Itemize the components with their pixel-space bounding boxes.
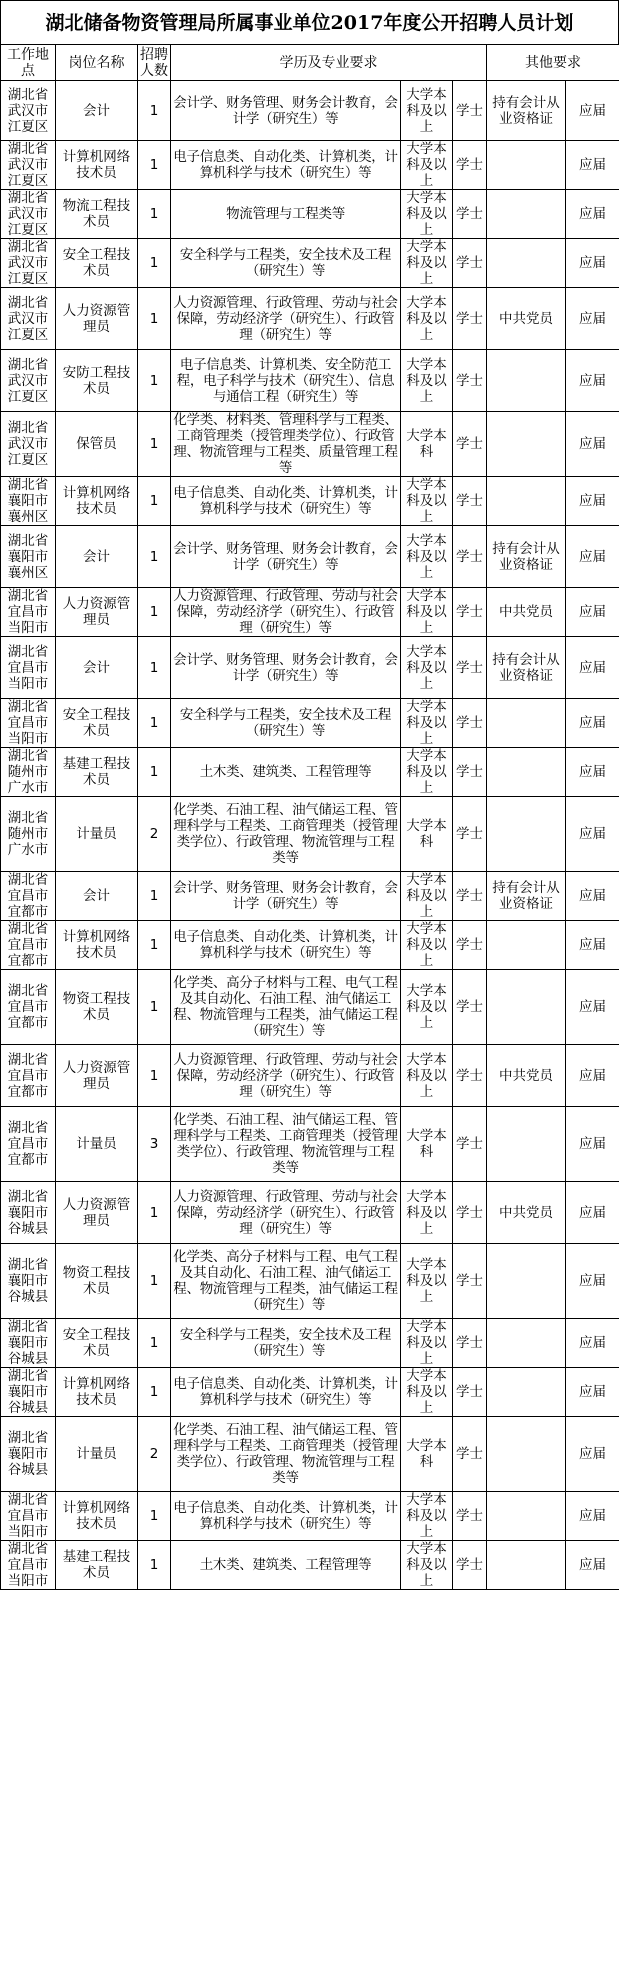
other-requirement-cell [487, 1492, 566, 1541]
major-cell: 化学类、石油工程、油气储运工程、管理科学与工程类、工商管理类（授管理类学位）、行政管理、物流管理与工程类等 [171, 1107, 401, 1182]
major-cell: 电子信息类、计算机类、安全防范工程，电子科学与技术（研究生）、信息与通信工程（研究生）等 [171, 350, 401, 412]
major-cell: 土木类、建筑类、工程管理等 [171, 1541, 401, 1590]
location-cell: 湖北省宜昌市宜都市 [1, 970, 56, 1045]
table-row [1, 1182, 619, 1244]
education-cell: 大学本科及以上 [401, 699, 453, 748]
table-row [1, 588, 619, 637]
header-position: 岗位名称 [56, 45, 138, 81]
degree-cell: 学士 [453, 637, 487, 699]
graduate-status-cell: 应届 [566, 748, 619, 797]
table-row [1, 1319, 619, 1368]
table-row [1, 1045, 619, 1107]
table-row [1, 797, 619, 872]
education-cell: 大学本科及以上 [401, 637, 453, 699]
table-row [1, 1244, 619, 1319]
major-cell: 化学类、高分子材料与工程、电气工程及其自动化、石油工程、油气储运工程、物流管理与工程类，油气储运工程（研究生）等 [171, 1244, 401, 1319]
education-cell: 大学本科及以上 [401, 1182, 453, 1244]
count-cell: 1 [138, 748, 171, 797]
graduate-status-cell: 应届 [566, 477, 619, 526]
education-cell: 大学本科及以上 [401, 748, 453, 797]
header-location: 工作地点 [1, 45, 56, 81]
graduate-status-cell: 应届 [566, 637, 619, 699]
graduate-status-cell: 应届 [566, 588, 619, 637]
position-cell: 人力资源管理员 [56, 1182, 138, 1244]
major-cell: 人力资源管理、行政管理、劳动与社会保障，劳动经济学（研究生）、行政管理（研究生）等 [171, 588, 401, 637]
other-requirement-cell [487, 1417, 566, 1492]
position-cell: 基建工程技术员 [56, 1541, 138, 1590]
count-cell: 1 [138, 141, 171, 190]
page-title: 湖北储备物资管理局所属事业单位2017年度公开招聘人员计划 [0, 0, 619, 44]
education-cell: 大学本科 [401, 412, 453, 477]
major-cell: 电子信息类、自动化类、计算机类，计算机科学与技术（研究生）等 [171, 921, 401, 970]
location-cell: 湖北省襄阳市谷城县 [1, 1417, 56, 1492]
table-row [1, 477, 619, 526]
education-cell: 大学本科及以上 [401, 588, 453, 637]
table-row [1, 141, 619, 190]
count-cell: 1 [138, 288, 171, 350]
location-cell: 湖北省宜昌市当阳市 [1, 699, 56, 748]
count-cell: 2 [138, 797, 171, 872]
major-cell: 会计学、财务管理、财务会计教育，会计学（研究生）等 [171, 526, 401, 588]
position-cell: 计量员 [56, 797, 138, 872]
major-cell: 人力资源管理、行政管理、劳动与社会保障，劳动经济学（研究生）、行政管理（研究生）等 [171, 1182, 401, 1244]
location-cell: 湖北省襄阳市谷城县 [1, 1368, 56, 1417]
education-cell: 大学本科 [401, 1417, 453, 1492]
location-cell: 湖北省武汉市江夏区 [1, 412, 56, 477]
count-cell: 1 [138, 637, 171, 699]
graduate-status-cell: 应届 [566, 412, 619, 477]
header-count: 招聘人数 [138, 45, 171, 81]
graduate-status-cell: 应届 [566, 797, 619, 872]
degree-cell: 学士 [453, 872, 487, 921]
table-row [1, 81, 619, 141]
degree-cell: 学士 [453, 699, 487, 748]
count-cell: 1 [138, 970, 171, 1045]
count-cell: 1 [138, 921, 171, 970]
education-cell: 大学本科及以上 [401, 350, 453, 412]
location-cell: 湖北省襄阳市谷城县 [1, 1319, 56, 1368]
position-cell: 物资工程技术员 [56, 1244, 138, 1319]
count-cell: 1 [138, 239, 171, 288]
major-cell: 土木类、建筑类、工程管理等 [171, 748, 401, 797]
position-cell: 人力资源管理员 [56, 288, 138, 350]
graduate-status-cell: 应届 [566, 81, 619, 141]
count-cell: 1 [138, 699, 171, 748]
other-requirement-cell: 中共党员 [487, 588, 566, 637]
degree-cell: 学士 [453, 350, 487, 412]
major-cell: 化学类、石油工程、油气储运工程、管理科学与工程类、工商管理类（授管理类学位）、行政管理、物流管理与工程类等 [171, 1417, 401, 1492]
count-cell: 1 [138, 588, 171, 637]
other-requirement-cell: 中共党员 [487, 1045, 566, 1107]
other-requirement-cell: 持有会计从业资格证 [487, 637, 566, 699]
header-other: 其他要求 [487, 45, 619, 81]
location-cell: 湖北省襄阳市襄州区 [1, 526, 56, 588]
location-cell: 湖北省武汉市江夏区 [1, 190, 56, 239]
degree-cell: 学士 [453, 1107, 487, 1182]
graduate-status-cell: 应届 [566, 239, 619, 288]
location-cell: 湖北省襄阳市谷城县 [1, 1244, 56, 1319]
degree-cell: 学士 [453, 526, 487, 588]
count-cell: 2 [138, 1417, 171, 1492]
location-cell: 湖北省武汉市江夏区 [1, 350, 56, 412]
position-cell: 计算机网络技术员 [56, 1368, 138, 1417]
graduate-status-cell: 应届 [566, 921, 619, 970]
education-cell: 大学本科 [401, 1107, 453, 1182]
major-cell: 电子信息类、自动化类、计算机类，计算机科学与技术（研究生）等 [171, 477, 401, 526]
position-cell: 计量员 [56, 1107, 138, 1182]
position-cell: 会计 [56, 872, 138, 921]
graduate-status-cell: 应届 [566, 1319, 619, 1368]
education-cell: 大学本科及以上 [401, 239, 453, 288]
position-cell: 计量员 [56, 1417, 138, 1492]
header-row [1, 45, 619, 81]
degree-cell: 学士 [453, 1319, 487, 1368]
major-cell: 化学类、高分子材料与工程、电气工程及其自动化、石油工程、油气储运工程、物流管理与工程类，油气储运工程（研究生）等 [171, 970, 401, 1045]
education-cell: 大学本科及以上 [401, 921, 453, 970]
other-requirement-cell: 持有会计从业资格证 [487, 872, 566, 921]
education-cell: 大学本科及以上 [401, 1045, 453, 1107]
graduate-status-cell: 应届 [566, 970, 619, 1045]
count-cell: 1 [138, 1492, 171, 1541]
degree-cell: 学士 [453, 797, 487, 872]
table-row [1, 350, 619, 412]
other-requirement-cell [487, 190, 566, 239]
graduate-status-cell: 应届 [566, 1541, 619, 1590]
other-requirement-cell: 中共党员 [487, 1182, 566, 1244]
major-cell: 会计学、财务管理、财务会计教育，会计学（研究生）等 [171, 637, 401, 699]
count-cell: 3 [138, 1107, 171, 1182]
degree-cell: 学士 [453, 412, 487, 477]
count-cell: 1 [138, 81, 171, 141]
graduate-status-cell: 应届 [566, 1417, 619, 1492]
position-cell: 计算机网络技术员 [56, 477, 138, 526]
other-requirement-cell [487, 1244, 566, 1319]
other-requirement-cell: 持有会计从业资格证 [487, 81, 566, 141]
graduate-status-cell: 应届 [566, 350, 619, 412]
degree-cell: 学士 [453, 921, 487, 970]
count-cell: 1 [138, 1368, 171, 1417]
other-requirement-cell [487, 141, 566, 190]
other-requirement-cell [487, 1107, 566, 1182]
other-requirement-cell [487, 239, 566, 288]
count-cell: 1 [138, 1045, 171, 1107]
location-cell: 湖北省武汉市江夏区 [1, 288, 56, 350]
location-cell: 湖北省武汉市江夏区 [1, 141, 56, 190]
position-cell: 计算机网络技术员 [56, 141, 138, 190]
major-cell: 人力资源管理、行政管理、劳动与社会保障，劳动经济学（研究生）、行政管理（研究生）等 [171, 288, 401, 350]
graduate-status-cell: 应届 [566, 1107, 619, 1182]
header-education-major: 学历及专业要求 [171, 45, 487, 81]
table-row [1, 970, 619, 1045]
count-cell: 1 [138, 190, 171, 239]
graduate-status-cell: 应届 [566, 1182, 619, 1244]
other-requirement-cell [487, 797, 566, 872]
position-cell: 安全工程技术员 [56, 239, 138, 288]
graduate-status-cell: 应届 [566, 699, 619, 748]
location-cell: 湖北省襄阳市襄州区 [1, 477, 56, 526]
education-cell: 大学本科 [401, 797, 453, 872]
graduate-status-cell: 应届 [566, 190, 619, 239]
other-requirement-cell [487, 350, 566, 412]
count-cell: 1 [138, 412, 171, 477]
education-cell: 大学本科及以上 [401, 1492, 453, 1541]
other-requirement-cell [487, 748, 566, 797]
graduate-status-cell: 应届 [566, 1368, 619, 1417]
other-requirement-cell [487, 699, 566, 748]
degree-cell: 学士 [453, 81, 487, 141]
degree-cell: 学士 [453, 1244, 487, 1319]
location-cell: 湖北省宜昌市宜都市 [1, 1045, 56, 1107]
table-row [1, 526, 619, 588]
major-cell: 化学类、石油工程、油气储运工程、管理科学与工程类、工商管理类（授管理类学位）、行政管理、物流管理与工程类等 [171, 797, 401, 872]
major-cell: 人力资源管理、行政管理、劳动与社会保障，劳动经济学（研究生）、行政管理（研究生）等 [171, 1045, 401, 1107]
position-cell: 安全工程技术员 [56, 1319, 138, 1368]
location-cell: 湖北省随州市广水市 [1, 748, 56, 797]
major-cell: 电子信息类、自动化类、计算机类，计算机科学与技术（研究生）等 [171, 141, 401, 190]
education-cell: 大学本科及以上 [401, 526, 453, 588]
degree-cell: 学士 [453, 190, 487, 239]
table-row [1, 1368, 619, 1417]
position-cell: 会计 [56, 526, 138, 588]
degree-cell: 学士 [453, 970, 487, 1045]
degree-cell: 学士 [453, 1492, 487, 1541]
degree-cell: 学士 [453, 588, 487, 637]
table-row [1, 699, 619, 748]
table-row [1, 1492, 619, 1541]
degree-cell: 学士 [453, 1417, 487, 1492]
other-requirement-cell [487, 477, 566, 526]
count-cell: 1 [138, 1541, 171, 1590]
graduate-status-cell: 应届 [566, 1492, 619, 1541]
location-cell: 湖北省宜昌市当阳市 [1, 588, 56, 637]
location-cell: 湖北省宜昌市当阳市 [1, 1492, 56, 1541]
graduate-status-cell: 应届 [566, 141, 619, 190]
other-requirement-cell: 持有会计从业资格证 [487, 526, 566, 588]
degree-cell: 学士 [453, 1182, 487, 1244]
table-row [1, 1417, 619, 1492]
table-row [1, 637, 619, 699]
other-requirement-cell [487, 412, 566, 477]
education-cell: 大学本科及以上 [401, 970, 453, 1045]
major-cell: 会计学、财务管理、财务会计教育，会计学（研究生）等 [171, 81, 401, 141]
other-requirement-cell [487, 970, 566, 1045]
recruitment-table [0, 44, 619, 1590]
other-requirement-cell [487, 1368, 566, 1417]
count-cell: 1 [138, 526, 171, 588]
count-cell: 1 [138, 1182, 171, 1244]
position-cell: 物资工程技术员 [56, 970, 138, 1045]
location-cell: 湖北省随州市广水市 [1, 797, 56, 872]
education-cell: 大学本科及以上 [401, 872, 453, 921]
location-cell: 湖北省武汉市江夏区 [1, 81, 56, 141]
table-row [1, 748, 619, 797]
degree-cell: 学士 [453, 1368, 487, 1417]
degree-cell: 学士 [453, 141, 487, 190]
position-cell: 基建工程技术员 [56, 748, 138, 797]
position-cell: 会计 [56, 81, 138, 141]
table-row [1, 239, 619, 288]
major-cell: 电子信息类、自动化类、计算机类，计算机科学与技术（研究生）等 [171, 1368, 401, 1417]
degree-cell: 学士 [453, 239, 487, 288]
position-cell: 会计 [56, 637, 138, 699]
position-cell: 人力资源管理员 [56, 1045, 138, 1107]
graduate-status-cell: 应届 [566, 872, 619, 921]
education-cell: 大学本科及以上 [401, 1319, 453, 1368]
major-cell: 会计学、财务管理、财务会计教育，会计学（研究生）等 [171, 872, 401, 921]
position-cell: 安全工程技术员 [56, 699, 138, 748]
position-cell: 计算机网络技术员 [56, 921, 138, 970]
major-cell: 安全科学与工程类，安全技术及工程（研究生）等 [171, 1319, 401, 1368]
education-cell: 大学本科及以上 [401, 1541, 453, 1590]
education-cell: 大学本科及以上 [401, 477, 453, 526]
position-cell: 计算机网络技术员 [56, 1492, 138, 1541]
location-cell: 湖北省宜昌市宜都市 [1, 921, 56, 970]
degree-cell: 学士 [453, 477, 487, 526]
location-cell: 湖北省宜昌市宜都市 [1, 872, 56, 921]
education-cell: 大学本科及以上 [401, 190, 453, 239]
education-cell: 大学本科及以上 [401, 81, 453, 141]
count-cell: 1 [138, 477, 171, 526]
degree-cell: 学士 [453, 1541, 487, 1590]
education-cell: 大学本科及以上 [401, 1244, 453, 1319]
table-row [1, 190, 619, 239]
other-requirement-cell [487, 1541, 566, 1590]
education-cell: 大学本科及以上 [401, 288, 453, 350]
table-row [1, 1541, 619, 1590]
major-cell: 电子信息类、自动化类、计算机类，计算机科学与技术（研究生）等 [171, 1492, 401, 1541]
count-cell: 1 [138, 1319, 171, 1368]
graduate-status-cell: 应届 [566, 288, 619, 350]
location-cell: 湖北省宜昌市宜都市 [1, 1107, 56, 1182]
graduate-status-cell: 应届 [566, 1244, 619, 1319]
position-cell: 人力资源管理员 [56, 588, 138, 637]
major-cell: 化学类、材料类、管理科学与工程类、工商管理类（授管理类学位）、行政管理、物流管理与工程类、质量管理工程等 [171, 412, 401, 477]
location-cell: 湖北省襄阳市谷城县 [1, 1182, 56, 1244]
table-row [1, 1107, 619, 1182]
degree-cell: 学士 [453, 748, 487, 797]
position-cell: 安防工程技术员 [56, 350, 138, 412]
count-cell: 1 [138, 1244, 171, 1319]
education-cell: 大学本科及以上 [401, 1368, 453, 1417]
table-row [1, 872, 619, 921]
table-row [1, 412, 619, 477]
graduate-status-cell: 应届 [566, 526, 619, 588]
position-cell: 物流工程技术员 [56, 190, 138, 239]
location-cell: 湖北省宜昌市当阳市 [1, 1541, 56, 1590]
table-row [1, 921, 619, 970]
table-row [1, 288, 619, 350]
count-cell: 1 [138, 350, 171, 412]
other-requirement-cell: 中共党员 [487, 288, 566, 350]
other-requirement-cell [487, 921, 566, 970]
other-requirement-cell [487, 1319, 566, 1368]
education-cell: 大学本科及以上 [401, 141, 453, 190]
major-cell: 安全科学与工程类，安全技术及工程（研究生）等 [171, 699, 401, 748]
location-cell: 湖北省武汉市江夏区 [1, 239, 56, 288]
location-cell: 湖北省宜昌市当阳市 [1, 637, 56, 699]
major-cell: 安全科学与工程类，安全技术及工程（研究生）等 [171, 239, 401, 288]
position-cell: 保管员 [56, 412, 138, 477]
major-cell: 物流管理与工程类等 [171, 190, 401, 239]
count-cell: 1 [138, 872, 171, 921]
graduate-status-cell: 应届 [566, 1045, 619, 1107]
degree-cell: 学士 [453, 1045, 487, 1107]
degree-cell: 学士 [453, 288, 487, 350]
